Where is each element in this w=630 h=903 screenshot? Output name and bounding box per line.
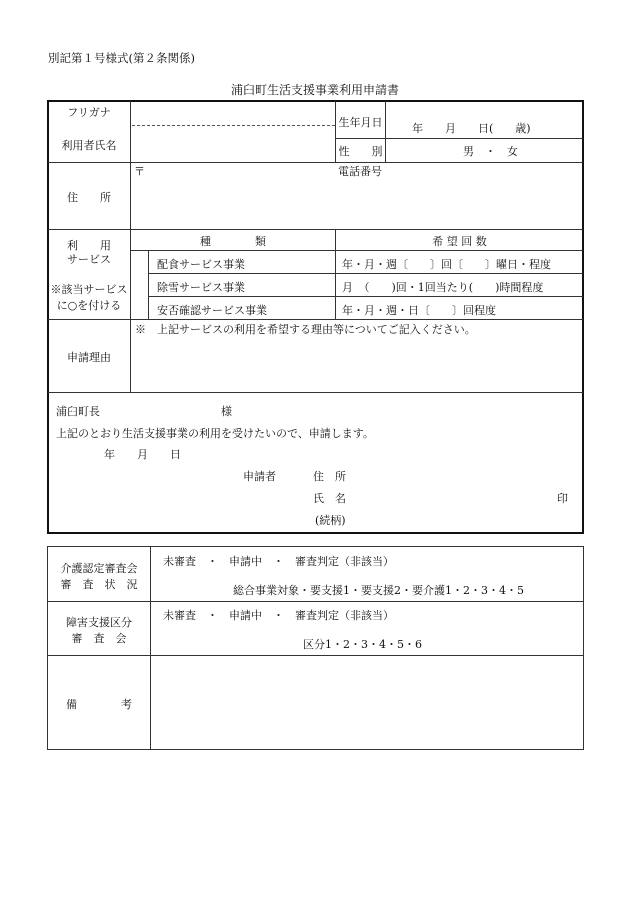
col-frequency-header: 希 望 回 数 — [432, 235, 487, 248]
service-note-2: に○を付ける — [56, 299, 122, 312]
phone-label: 電話番号 — [338, 165, 382, 178]
care-levels[interactable]: 総合事業対象・要支援1・要支援2・要介護1・2・3・4・5 — [233, 584, 524, 597]
postal-mark: 〒 — [134, 165, 145, 178]
care-review-label-1: 介護認定審査会 — [60, 562, 138, 575]
service-name[interactable]: 配食サービス事業 — [157, 258, 245, 271]
reason-field[interactable] — [131, 336, 583, 392]
service-frequency[interactable]: 年・月・週〔 〕回〔 〕曜日・程度 — [342, 258, 551, 271]
birthdate-field[interactable]: 年 月 日( 歳) — [412, 122, 531, 135]
disability-levels[interactable]: 区分1・2・3・4・5・6 — [303, 638, 422, 651]
remarks-label: 備 考 — [66, 698, 132, 711]
service-frequency[interactable]: 年・月・週・日〔 〕回程度 — [342, 304, 496, 317]
service-label-1: 利 用 — [67, 239, 111, 252]
service-name[interactable]: 安否確認サービス事業 — [157, 304, 267, 317]
service-label-2: サービス — [67, 253, 111, 266]
furigana-label: フリガナ — [67, 106, 111, 119]
remarks-field[interactable] — [151, 656, 583, 749]
care-review-label-2: 審 査 状 況 — [60, 578, 138, 591]
addressee: 浦臼町長 — [56, 405, 100, 418]
gender-options[interactable]: 男 ・ 女 — [463, 145, 518, 158]
service-frequency[interactable]: 月 （ )回・1回当たり( )時間程度 — [342, 281, 544, 294]
service-note-1: ※該当サービス — [50, 283, 128, 296]
declaration-statement: 上記のとおり生活支援事業の利用を受けたいので、申請します。 — [56, 427, 374, 440]
applicant-address-label: 住 所 — [313, 470, 346, 483]
user-name-field[interactable] — [131, 126, 335, 162]
reason-label: 申請理由 — [67, 351, 111, 364]
honorific: 様 — [221, 405, 232, 418]
disability-review-label-2: 審 査 会 — [71, 632, 127, 645]
service-name[interactable]: 除雪サービス事業 — [157, 281, 245, 294]
applicant-name-label: 氏 名 — [313, 492, 346, 505]
col-type-header: 種 類 — [200, 235, 266, 248]
care-review-status[interactable]: 未審査 ・ 申請中 ・ 審査判定（非該当） — [163, 555, 394, 568]
page-title: 浦臼町生活支援事業利用申請書 — [230, 83, 399, 97]
relation-label: (続柄) — [315, 514, 346, 527]
furigana-field[interactable] — [131, 101, 335, 125]
user-name-label: 利用者氏名 — [61, 139, 117, 152]
seal-mark: 印 — [557, 492, 568, 505]
address-label: 住 所 — [67, 191, 111, 204]
gender-label: 性 別 — [338, 145, 383, 158]
form-number: 別記第１号様式(第２条関係) — [48, 51, 195, 65]
applicant-label: 申請者 — [243, 470, 276, 483]
application-date[interactable]: 年 月 日 — [104, 448, 181, 461]
reason-instruction: ※ 上記サービスの利用を希望する理由等についてご記入ください。 — [135, 323, 476, 336]
disability-review-label-1: 障害支援区分 — [66, 616, 132, 629]
disability-review-status[interactable]: 未審査 ・ 申請中 ・ 審査判定（非該当） — [163, 609, 394, 622]
address-field[interactable] — [131, 175, 583, 229]
birthdate-label: 生年月日 — [338, 116, 383, 129]
